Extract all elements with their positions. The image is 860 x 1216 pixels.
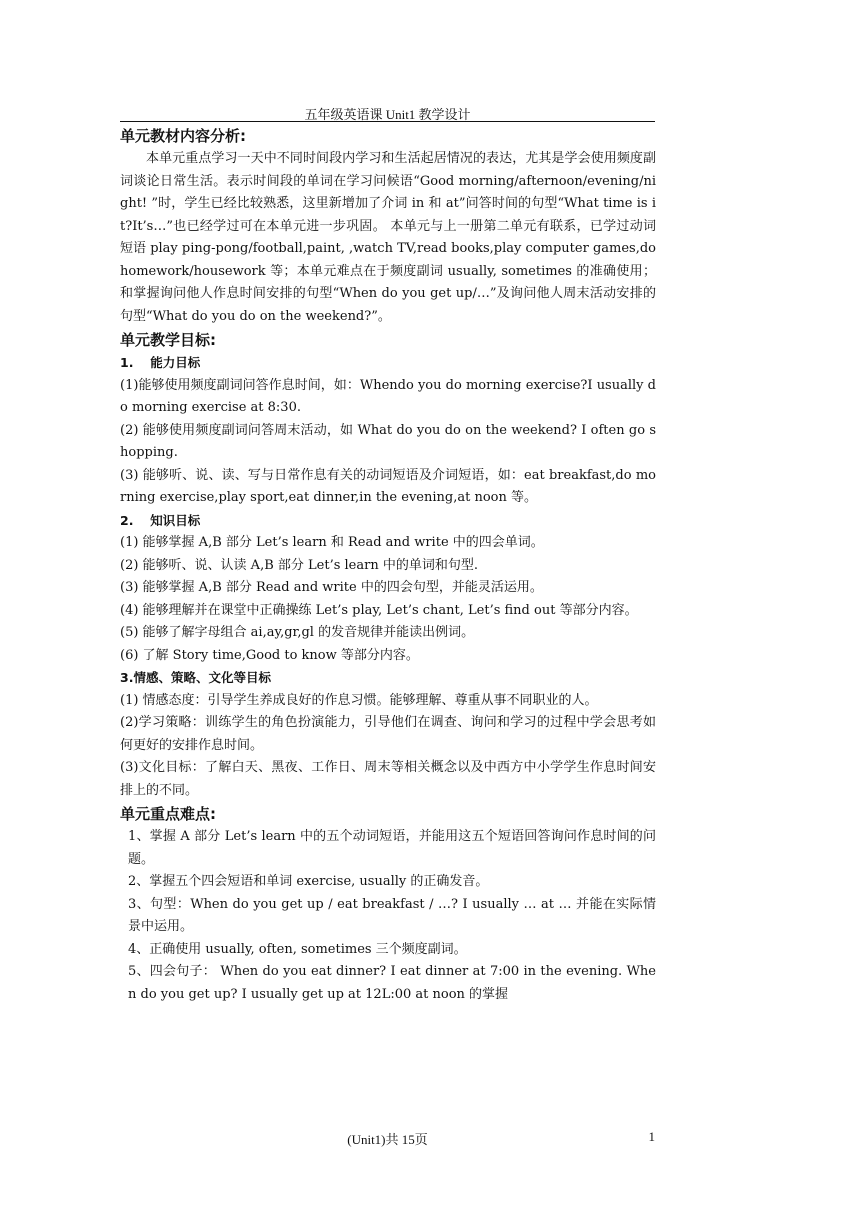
page-header: 五年级英语课 Unit1 教学设计 (304, 107, 471, 122)
key-point-item: 5、四会句子： When do you eat dinner? I eat dinner at 7:00 in the evening. When do you get up? I usually get up at 12L:00 at noon 的掌握 (128, 964, 656, 1002)
key-point-item: 3、句型：When do you get up / eat breakfast / …? I usually … at … 并能在实际情景中运用。 (128, 896, 656, 934)
goals-heading: 单元教学目标: (120, 331, 216, 349)
knowledge-goal-item: (2) 能够听、说、认读 A,B 部分 Let’s learn 中的单词和句型. (120, 557, 478, 573)
emotion-goals-title: 3.情感、策略、文化等目标 (120, 670, 271, 685)
emotion-goal-item: (2)学习策略：训练学生的角色扮演能力，引导他们在调查、询问和学习的过程中学会思考如何更好的安排作息时间。 (120, 715, 656, 753)
emotion-goal-item: (3)文化目标：了解白天、黑夜、工作日、周末等相关概念以及中西方中小学学生作息时间安排上的不同。 (120, 760, 656, 798)
ability-goal-item: (2) 能够使用频度副词问答周末活动，如 What do you do on the weekend? I often go shopping. (120, 422, 656, 460)
key-point-item: 2、掌握五个四会短语和单词 exercise, usually 的正确发音。 (128, 874, 489, 889)
document-body (120, 124, 656, 1006)
knowledge-goal-item: (1) 能够掌握 A,B 部分 Let’s learn 和 Read and write 中的四会单词。 (120, 535, 544, 550)
knowledge-goals-title: 2. 知识目标 (120, 512, 201, 528)
key-points-heading: 单元重点难点: (120, 805, 216, 823)
footer-page-number: 1 (648, 1129, 655, 1144)
ability-goals-title: 1. 能力目标 (120, 355, 201, 370)
footer-page-count: (Unit1)共 15页 (347, 1132, 428, 1147)
knowledge-goal-item: (3) 能够掌握 A,B 部分 Read and write 中的四会句型，并能灵活运用。 (120, 580, 543, 595)
ability-goal-item: (1)能够使用频度副词问答作息时间，如：Whendo you do morning exercise?I usually do morning exercise at 8:30. (120, 377, 656, 415)
knowledge-goal-item: (5) 能够了解字母组合 ai,ay,gr,gl 的发音规律并能读出例词。 (120, 625, 475, 640)
emotion-goal-item: (1) 情感态度：引导学生养成良好的作息习惯。能够理解、尊重从事不同职业的人。 (120, 692, 598, 708)
analysis-paragraph: 本单元重点学习一天中不同时间段内学习和生活起居情况的表达，尤其是学会使用频度副词谈论日常生活。表示时间段的单词在学习问候语“Good morning/afternoon/evening/night! ”时，学生已经比较熟悉，这里新增加了介词 in 和 at”问答时间的句型“What time is it?It’s…”也已经学过可在本单元进一步巩固。 本单元与上一册第二单元有联系，已学过动词短语 play ping-pong/football,paint, ,watch TV,read books,play computer games,do homework/housework 等；本单元难点在于频度副词 usually, sometimes 的准确使用；和掌握询问他人作息时间安排的句型“When do you get up/…”及询问他人周末活动安排的句型“What do you do on the weekend?”。 (120, 151, 656, 324)
header-divider (120, 121, 655, 122)
ability-goal-item: (3) 能够听、说、读、写与日常作息有关的动词短语及介词短语，如：eat breakfast,do morning exercise,play sport,eat dinner,in the evening,at noon 等。 (120, 467, 656, 505)
knowledge-goal-item: (6) 了解 Story time,Good to know 等部分内容。 (120, 647, 419, 663)
analysis-heading: 单元教材内容分析: (120, 127, 246, 145)
key-point-item: 1、掌握 A 部分 Let’s learn 中的五个动词短语，并能用这五个短语回答询问作息时间的问题。 (128, 829, 656, 867)
key-point-item: 4、正确使用 usually, often, sometimes 三个频度副词。 (128, 941, 467, 957)
knowledge-goal-item: (4) 能够理解并在课堂中正确操练 Let’s play, Let’s chant, Let’s find out 等部分内容。 (120, 602, 638, 618)
